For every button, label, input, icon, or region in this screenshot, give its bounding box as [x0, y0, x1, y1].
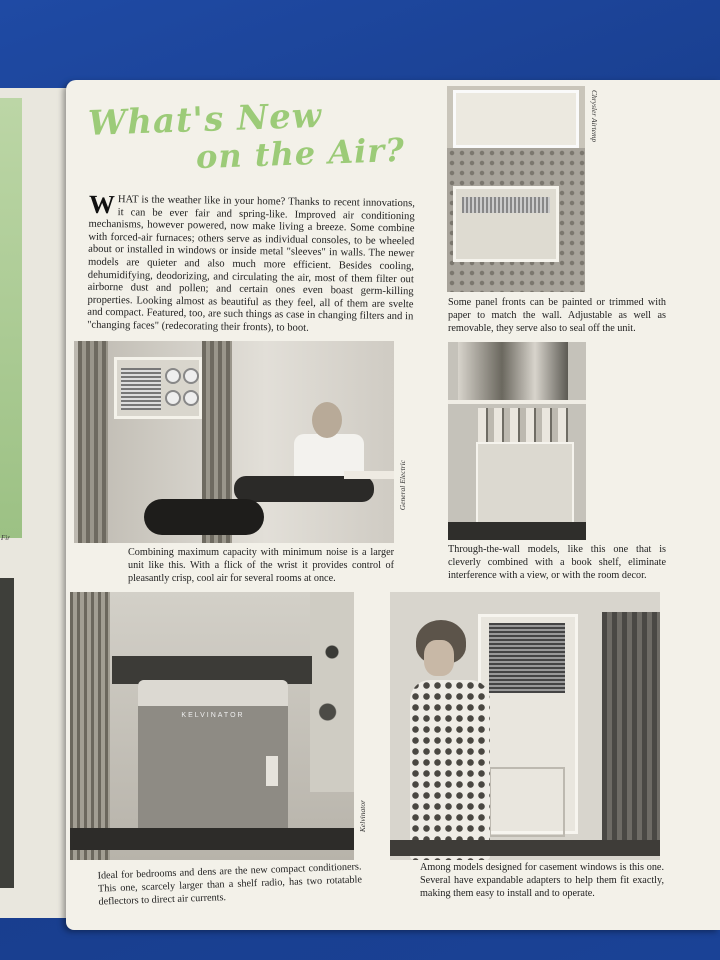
photo-kelvinator: [70, 592, 354, 860]
headline-line-1: What's New: [87, 95, 323, 144]
kelvinator-unit: [138, 680, 288, 828]
caption-panel-front: Some panel fronts can be painted or trimmed with paper to match the wall. Adjustable as well as removable, they serve also to seal off the unit.: [448, 297, 666, 334]
curtain: [70, 592, 110, 860]
curtain: [602, 612, 660, 842]
books: [478, 408, 568, 444]
left-page-dark-photo: [0, 578, 14, 888]
intro-text: HAT is the weather like in your home? Thanks to recent innovations, it can be ever fair and spring-like. Improved air conditioning mechanisms, however powered, now make living a breeze. Some combine with forced-air furnaces; others serve as individual consoles, to be wheeled about or installed in windows or inside metal "sleeves" in walls. The newer models are quieter and also much more efficient. Besides cooling, dehumidifying, deodorizing, and circulating the air, most of them filter out airborne dust and pollen; and certain ones even boast germ-killing properties. Looking almost as beautiful as they feel, all of them are svelte and compact. Featured, too, are such things as case in changing filters and in "changing faces" (redecorating their fronts), to boot.: [87, 194, 415, 334]
caption-casement-window: Among models designed for casement windows is this one. Several have expandable adapters to help them fit exactly, making them easy to install and to operate.: [420, 862, 664, 899]
photo-man-recliner: [74, 341, 394, 543]
left-page-caption-fragment: Fir: [1, 534, 10, 542]
kelvinator-brand-label: KELVINATOR: [181, 712, 245, 719]
caption-through-wall: Through-the-wall models, like this one that is cleverly combined with a book shelf, eliminate interference with a view, or with the room decor.: [448, 544, 666, 581]
drop-cap: W: [88, 189, 116, 220]
book-shelf: [448, 400, 586, 404]
air-conditioner-unit: [453, 186, 559, 262]
photo-through-wall: [448, 342, 586, 540]
photo-credit-kelvinator: Kelvinator: [358, 800, 367, 833]
caption-man-recliner: Combining maximum capacity with minimum noise is a larger unit like this. With a flick of the wrist it provides control of pleasantly crisp, cool air for several rooms at once.: [128, 547, 394, 584]
side-table: [344, 471, 394, 479]
photo-panel-front: [447, 86, 585, 292]
caption-kelvinator: Ideal for bedrooms and dens are the new compact conditioners. This one, scarcely larger than a shelf radio, has two rotatable deflectors to direct air currents.: [97, 861, 363, 908]
headline-line-2: on the Air?: [195, 130, 406, 177]
photo-casement-window: [390, 592, 660, 860]
plant-decor: [310, 592, 354, 792]
air-conditioner-unit: [114, 357, 202, 419]
photo-credit-chrysler: Chrysler Airtemp: [590, 90, 599, 143]
air-conditioner-unit: [476, 442, 574, 526]
recliner-chair: [144, 499, 264, 535]
curtain-left: [78, 341, 108, 543]
filter-screen: [489, 623, 565, 693]
wall-art: [458, 342, 568, 402]
window-illustration: [453, 90, 579, 148]
headline: [87, 95, 428, 177]
woman-figure: [410, 620, 500, 860]
man-figure: [224, 396, 344, 506]
left-page-green-photo: [0, 98, 22, 538]
intro-paragraph: [87, 189, 415, 337]
photo-credit-ge: General Electric: [398, 460, 407, 511]
